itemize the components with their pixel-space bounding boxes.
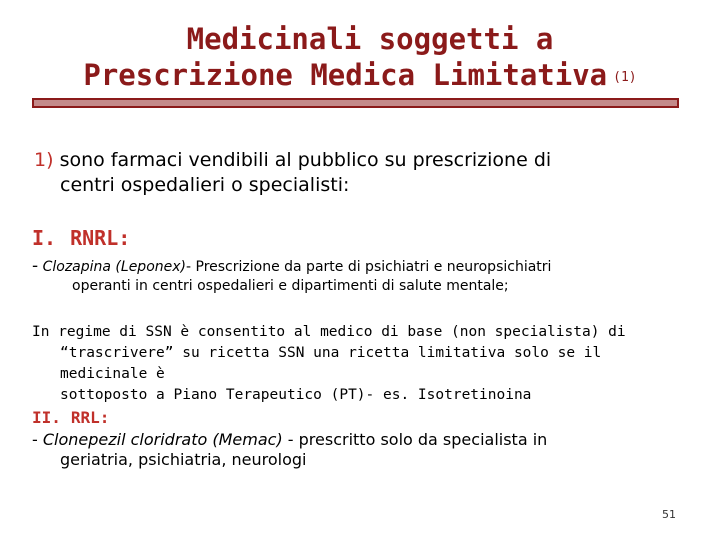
point-1-line1: sono farmaci vendibili al pubblico su prescrizione di	[59, 149, 552, 171]
slide-title-text: Prescrizione Medica Limitativa	[83, 58, 608, 92]
section-2-label: RRL:	[70, 408, 110, 427]
section-1-description	[32, 257, 692, 296]
section-1-roman: I.	[32, 226, 57, 250]
point-1-number: 1)	[34, 149, 54, 171]
section-1-dash: -	[32, 256, 39, 276]
section-1-heading	[32, 226, 130, 250]
section-1-label: RNRL:	[70, 226, 131, 250]
section-2-dash: -	[32, 430, 43, 449]
ssn-paragraph	[32, 322, 692, 406]
slide-title-line2	[0, 58, 720, 92]
section-2-heading	[32, 408, 109, 427]
section-2-drug: Clonepezil cloridrato (Memac)	[42, 430, 283, 449]
section-2-line1-rest: - prescritto solo da specialista in	[282, 430, 548, 449]
section-2-line2: geriatria, psichiatria, neurologi	[60, 450, 307, 469]
ssn-line3: sottoposto a Piano Terapeutico (PT)- es. Isotretinoina	[60, 387, 532, 403]
section-2-roman: II.	[32, 408, 61, 427]
point-1-line2: centri ospedalieri o specialisti:	[60, 174, 350, 196]
ssn-line2: “trascrivere” su ricetta SSN una ricetta limitativa solo se il medicinale è	[60, 345, 602, 382]
page-number: 51	[662, 508, 676, 521]
section-1-line1-rest: - Prescrizione da parte di psichiatri e neuropsichiatri	[186, 259, 552, 275]
section-2-description	[32, 430, 692, 470]
title-footnote-marker: (1)	[613, 69, 637, 85]
point-1-paragraph	[34, 148, 674, 198]
ssn-line1: In regime di SSN è consentito al medico di base (non specialista) di	[32, 324, 626, 340]
section-1-line2: operanti in centri ospedalieri e dipartimenti di salute mentale;	[72, 278, 509, 294]
title-divider-bar	[32, 98, 679, 108]
slide-title-line1: Medicinali soggetti a	[186, 22, 554, 56]
section-1-drug: Clozapina (Leponex)	[42, 259, 186, 275]
